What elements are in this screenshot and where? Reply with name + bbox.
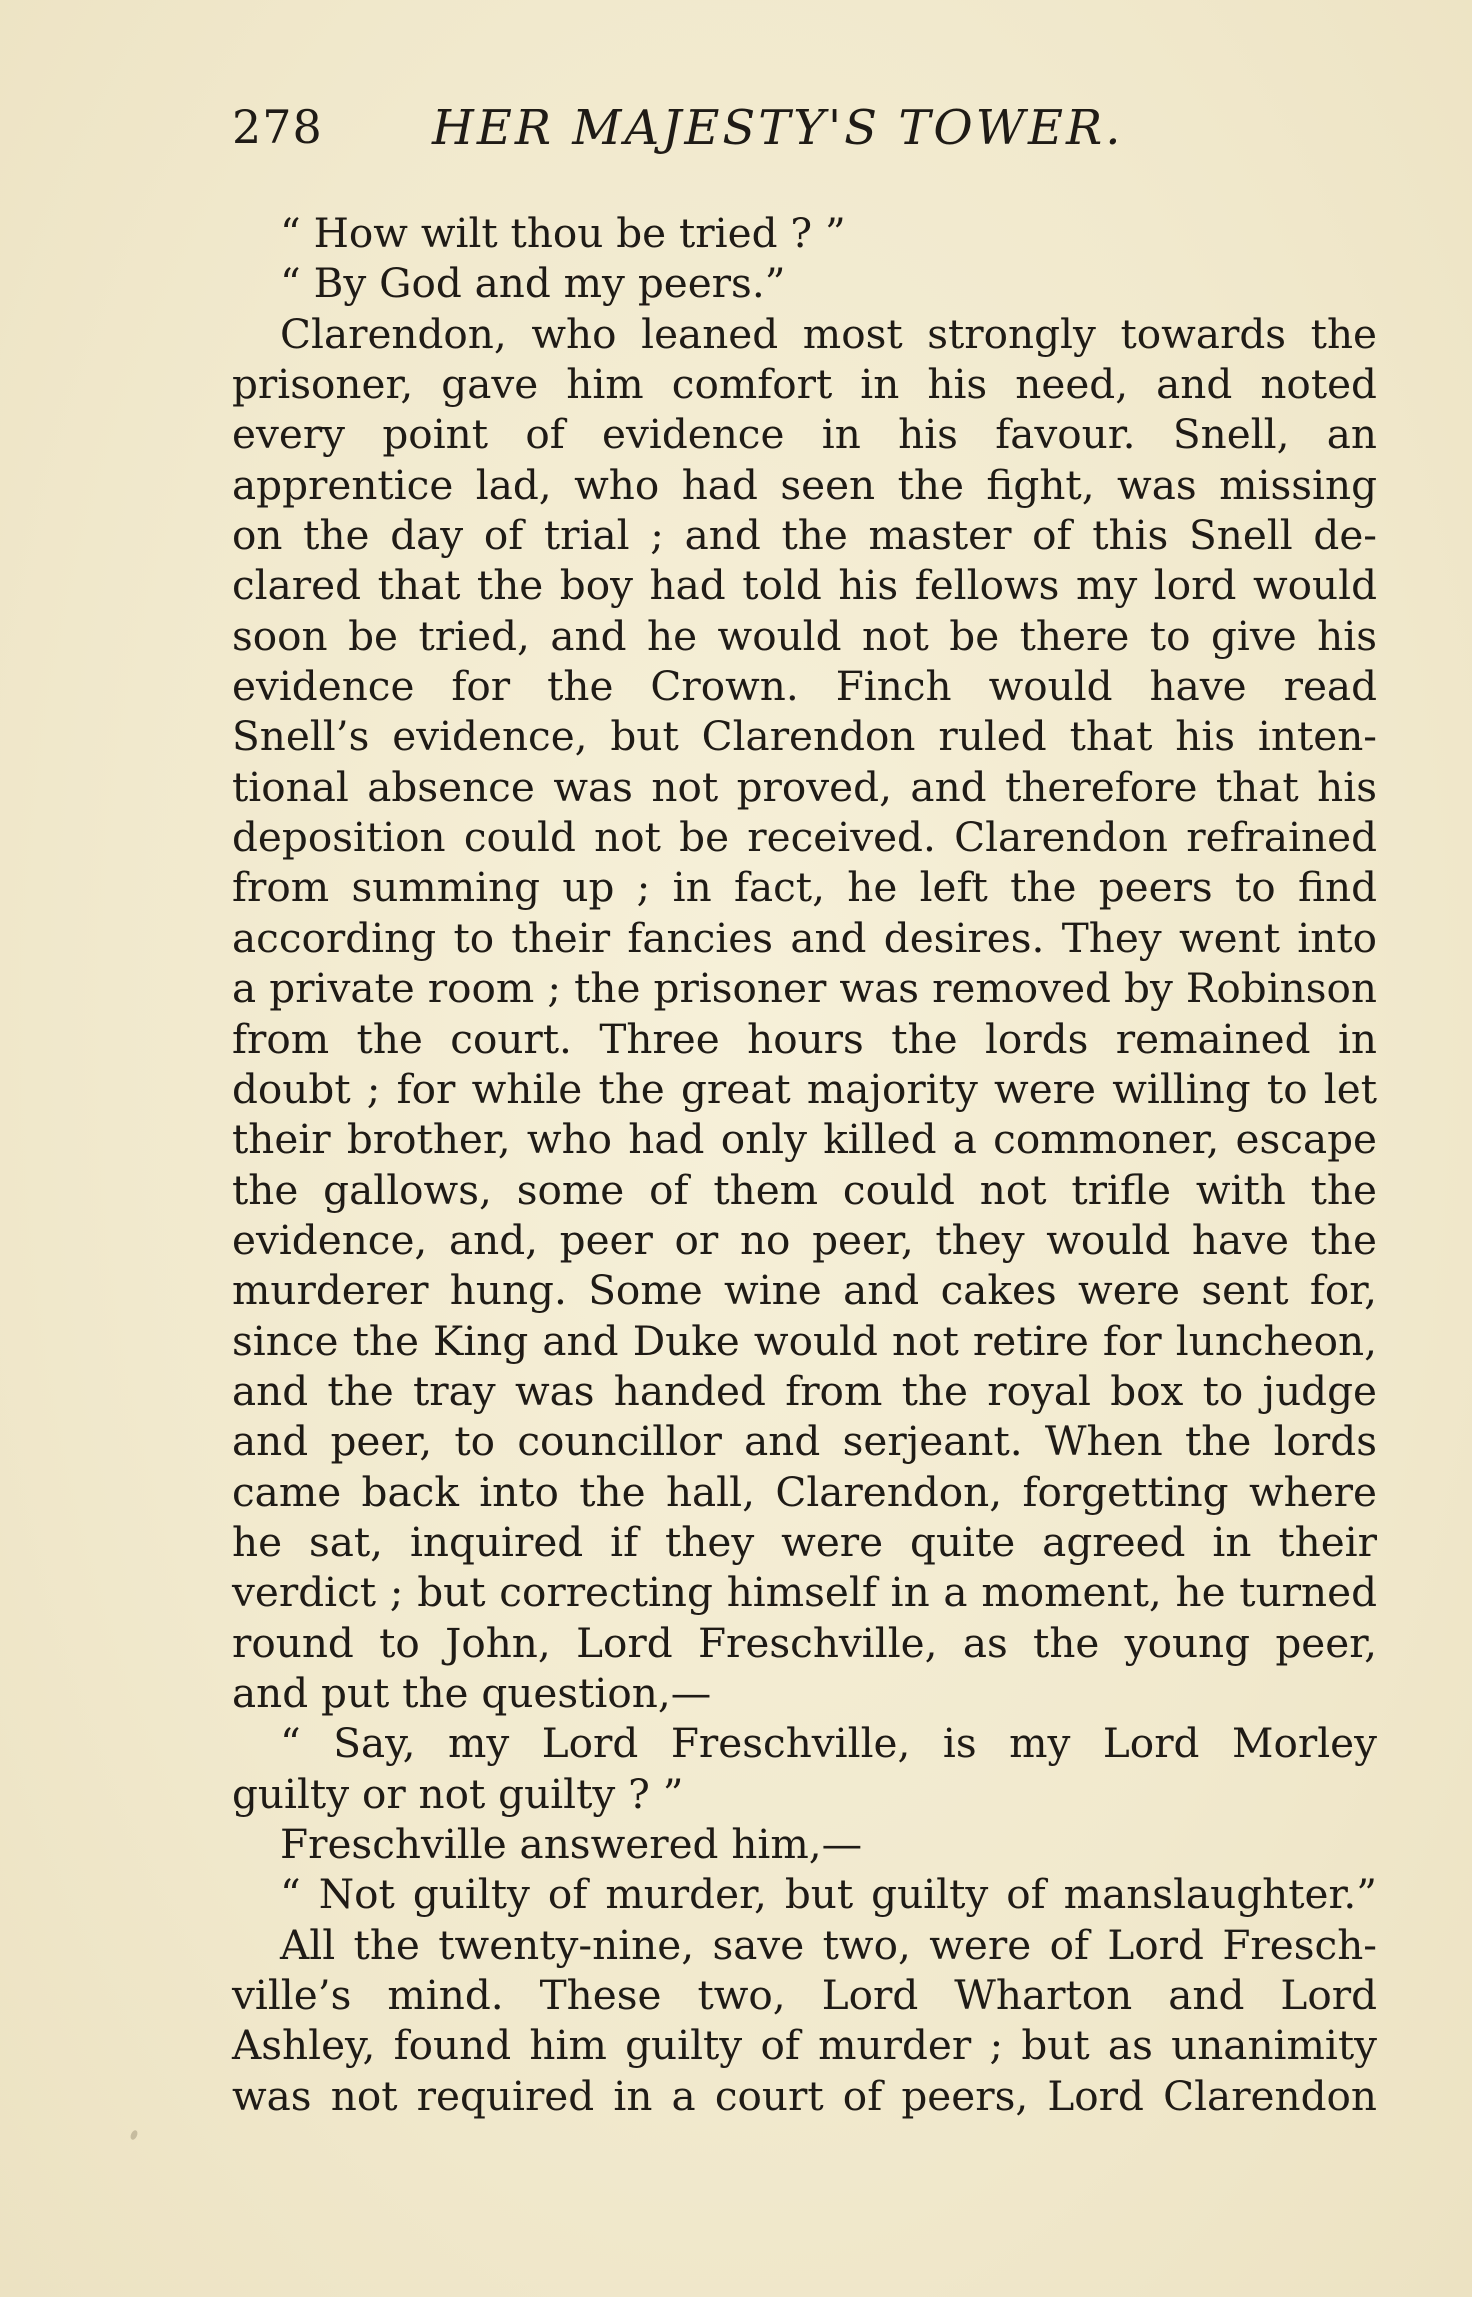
text-line: since the King and Duke would not retire for luncheon, xyxy=(232,1316,1377,1365)
text-line: every point of evidence in his favour. Snell, an xyxy=(232,410,1377,459)
text-line: guilty or not guilty ? ” xyxy=(232,1769,684,1818)
text-line: was not required in a court of peers, Lord Clarendon xyxy=(232,2071,1377,2120)
paper-speck xyxy=(129,2129,139,2141)
text-line: Clarendon, who leaned most strongly towards the xyxy=(280,309,1377,358)
text-line: according to their fancies and desires. They went into xyxy=(232,913,1377,962)
text-line: murderer hung. Some wine and cakes were sent for, xyxy=(232,1266,1377,1315)
text-line: soon be tried, and he would not be there to give his xyxy=(232,611,1377,660)
text-line: “ Not guilty of murder, but guilty of manslaughter.” xyxy=(280,1870,1377,1919)
text-line: “ How wilt thou be tried ? ” xyxy=(280,209,846,257)
text-line: Snell’s evidence, but Clarendon ruled that his inten- xyxy=(232,712,1377,761)
text-line: round to John, Lord Freschville, as the young peer, xyxy=(232,1618,1377,1667)
text-line: ville’s mind. These two, Lord Wharton and Lord xyxy=(232,1971,1377,2020)
text-line: and put the question,— xyxy=(232,1668,712,1717)
text-line: on the day of trial ; and the master of this Snell de- xyxy=(232,511,1377,560)
text-line: Freschville answered him,— xyxy=(280,1820,863,1868)
text-line: their brother, who had only killed a commoner, escape xyxy=(232,1115,1377,1164)
text-line: and peer, to councillor and serjeant. When the lords xyxy=(232,1417,1377,1466)
text-line: “ Say, my Lord Freschville, is my Lord Morley xyxy=(280,1719,1377,1768)
running-title: HER MAJESTY'S TOWER. xyxy=(432,100,1124,156)
text-line: doubt ; for while the great majority were willing to let xyxy=(232,1064,1377,1113)
text-line: a private room ; the prisoner was removed by Robinson xyxy=(232,964,1377,1013)
text-line: apprentice lad, who had seen the fight, was missing xyxy=(232,460,1377,509)
text-line: from summing up ; in fact, he left the peers to find xyxy=(232,863,1377,912)
body-text xyxy=(232,208,1377,2121)
text-line: prisoner, gave him comfort in his need, and noted xyxy=(232,360,1377,409)
text-line: and the tray was handed from the royal box to judge xyxy=(232,1366,1377,1415)
text-line: “ By God and my peers.” xyxy=(280,259,786,308)
page-number: 278 xyxy=(232,100,323,154)
text-line: evidence for the Crown. Finch would have read xyxy=(232,662,1377,711)
text-line: Ashley, found him guilty of murder ; but as unanimity xyxy=(232,2021,1377,2070)
text-line: deposition could not be received. Clarendon refrained xyxy=(232,813,1377,862)
text-line: clared that the boy had told his fellows my lord would xyxy=(232,561,1377,610)
text-line: he sat, inquired if they were quite agreed in their xyxy=(232,1517,1377,1566)
text-line: All the twenty-nine, save two, were of Lord Fresch- xyxy=(280,1920,1377,1969)
running-head xyxy=(232,100,1377,160)
text-line: evidence, and, peer or no peer, they would have the xyxy=(232,1215,1377,1264)
text-line: the gallows, some of them could not trifle with the xyxy=(232,1165,1377,1214)
text-line: from the court. Three hours the lords remained in xyxy=(232,1014,1377,1063)
text-line: tional absence was not proved, and therefore that his xyxy=(232,762,1377,811)
text-line: verdict ; but correcting himself in a moment, he turned xyxy=(232,1568,1377,1617)
text-line: came back into the hall, Clarendon, forgetting where xyxy=(232,1467,1377,1516)
